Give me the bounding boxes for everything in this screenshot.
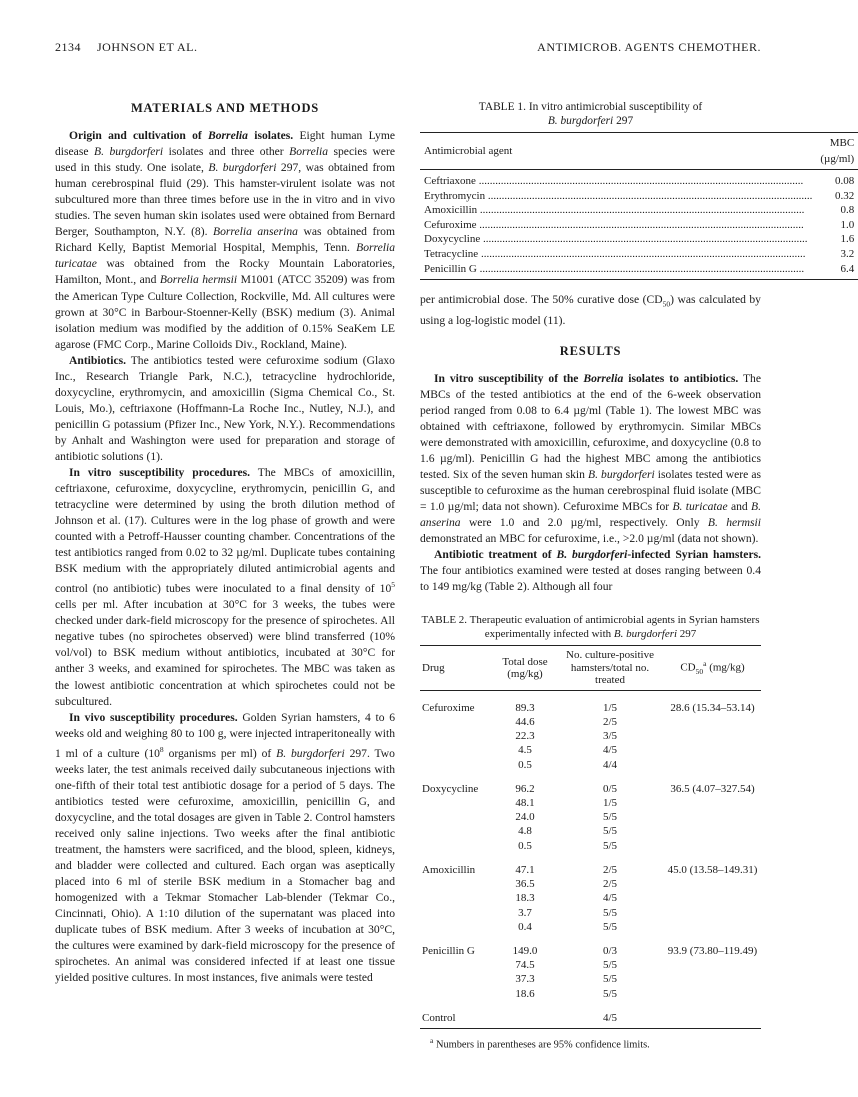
table-row: 4.5 4/5 — [518, 744, 618, 757]
table1-header-agent: Antimicrobial agent — [420, 133, 816, 170]
table-row: 3.7 5/5 — [518, 906, 618, 919]
runin-heading: In vivo susceptibility procedures. — [69, 710, 238, 724]
right-column — [420, 100, 855, 1053]
page-number: 2134 — [55, 40, 81, 54]
runin-heading: In vitro susceptibility procedures. — [69, 466, 251, 480]
paragraph-continued: per antimicrobial dose. The 50% curative dose $(CD_{50})$ was calculated by using a log-logistic model (11). — [420, 293, 761, 327]
table2-header-drug: Drug — [420, 646, 494, 691]
table-row: Erythromycin ..... 0.32 — [420, 189, 858, 204]
paragraph-in-vitro: In vitro susceptibility procedures. The MBCs of amoxicillin, ceftriaxone, cefuroxime, doxycycline, erythromycin, penicillin G, and tetracycline were determined by using the broth dilution method of Johnson et al. (17). Cultures were in the log phase of growth and were counted with a Petroff-Hausser counting chamber. Concentrations of the test antibiotics ranged from 0.02 to 32 µg/ml. Duplicate tubes containing BSK medium with the appropriately diluted antimicrobial agents and control (no antibiotic) tubes were inoculated to a final density of $10^5$ cells per ml. After incubation at 30°C for 3 weeks, the tubes were checked under dark-field microscopy for the presence of spirochetes. All negative tubes (no spirochetes observed) were blind transferred (10% vol/vol) to BSK medium without antibiotics, incubated at 30°C for anther 3 weeks, and examined for spirochetes. The MBC was taken as the lowest antibiotic concentration at which spirochetes could not be subcultured. — [55, 466, 395, 708]
table-row: Control 4/5 — [420, 1011, 761, 1029]
paragraph-treatment: Antibiotic treatment of B. burgdorferi-infected Syrian hamsters. The four antibiotics examined were tested at doses ranging between 0.4 to 149 mg/kg (Table 2). Although all four — [420, 548, 761, 594]
paragraph-in-vitro-results: In vitro susceptibility of the Borrelia isolates to antibiotics. The MBCs of the tested antibiotics at the end of the 6-week observation period ranged from 0.08 to 6.4 µg/ml (Table 1). The lowest MBC was obtained with ceftriaxone, followed by erythromycin. Similar MBCs were demonstrated with amoxicillin, cefuroxime, and doxycycline (0.8 to 1.6 µg/ml). Penicillin G had the highest MBC among the antibiotics tested. Six of the seven human skin B. burgdorferi isolates tested were as susceptible to cefuroxime as the human cerebrospinal fluid isolate (MBC = 1.0 µg/ml; data not shown). Cefuroxime MBCs for B. turicatae and B. anserina were 1.0 and 2.0 µg/ml, respectively. Only B. hermsii demonstrated an MBC for cefuroxime, i.e., >2.0 µg/ml (data not shown). — [420, 371, 761, 546]
table-row: Penicillin G ..... 6.4 — [420, 262, 858, 280]
table-row: 37.3 5/5 — [515, 973, 618, 986]
table-row: Cefuroxime ..... 1.0 — [420, 218, 858, 233]
table2-header-dose: Total dose (mg/kg) — [494, 646, 556, 691]
table2 — [420, 613, 761, 1053]
table-row: Cefuroxime 89.3 1/5 28.6 (15.34–53.14) — [422, 701, 755, 714]
section-title-methods: MATERIALS AND METHODS — [130, 101, 320, 115]
table-row: Tetracycline ..... 3.2 — [420, 247, 858, 262]
runin-heading: In vitro susceptibility of the Borrelia isolates to antibiotics. — [434, 371, 739, 385]
table1-header-mbc: MBC (µg/ml) — [816, 133, 858, 170]
paragraph-in-vivo: In vivo susceptibility procedures. Golden Syrian hamsters, 4 to 6 weeks old and weighing 80 to 100 g, were injected intraperitoneally with 1 ml of a culture ($10^8$ organisms per ml) of B. burgdorferi 297. Two weeks later, the test animals received daily subcutaneous injections with one-fifth of their total test antibiotic dosage for a period of 5 days. The antibiotics tested were cefuroxime, amoxicillin, penicillin G, and doxycycline, and the total dosages are given in Table 2. Control hamsters received only saline injections. Two weeks after the final antibiotic treatment, the hamsters were sacrificed, and the blood, spleen, kidneys, and bladder were collected and cultured. Each organ was aseptically placed into 6 ml of sterile BSK medium in a Stomacher bag and homogenized with a Tekmar Stomacher Lab-blender (Tekmar Co., Cincinnati, Ohio). A 1:10 dilution of the supernatant was placed into duplicate tubes of BSK medium. After 3 weeks of incubation at 30°C, the cultures were examined by dark-field microscopy for the presence of spirochetes. An animal was considered infected if at least one tissue yielded positive cultures. In most instances, five animals were tested — [55, 710, 395, 985]
table2-footnote: $^a$ Numbers in parentheses are 95% confidence limits. — [430, 1035, 650, 1051]
table-row: 18.3 4/5 — [515, 892, 618, 905]
table-row: Amoxicillin 47.1 2/5 45.0 (13.58–149.31) — [422, 863, 758, 876]
table-row: 24.0 5/5 — [515, 811, 618, 824]
table-row: Amoxicillin ..... 0.8 — [420, 203, 858, 218]
section-title-results: RESULTS — [559, 343, 622, 358]
runin-heading: Origin and cultivation of Borrelia isolates. — [69, 129, 294, 143]
runin-heading: Antibiotics. — [69, 353, 127, 367]
table-row: 22.3 3/5 — [515, 730, 618, 743]
table-row: Ceftriaxone ..... 0.08 — [420, 170, 858, 189]
table1 — [420, 100, 855, 280]
table-row: Doxycycline 96.2 0/5 36.5 (4.07–327.54) — [422, 782, 755, 795]
table1-caption: TABLE 1. In vitro antimicrobial susceptibility of B. burgdorferi 297 — [478, 101, 703, 127]
table-row: 18.6 5/5 — [515, 987, 618, 1000]
table-row: 4.8 5/5 — [518, 825, 618, 838]
left-column — [55, 100, 395, 986]
paragraph-origin: Origin and cultivation of Borrelia isolates. Eight human Lyme disease B. burgdorferi isolates and three other Borrelia species were used in this study. One isolate, B. burgdorferi 297, was obtained from human cerebrospinal fluid (29). This hamster-virulent isolate was not subcultured more than three times before use in the in vitro and in vivo studies. The seven human skin isolates used were obtained from Bernard Berger, Southampton, N.Y. (8). Borrelia anserina was obtained from Richard Kelly, Baptist Memorial Hospital, Memphis, Tenn. Borrelia turicatae was obtained from the Rocky Mountain Laboratories, Hamilton, Mont., and Borrelia hermsii M1001 (ATCC 35209) was from the American Type Culture Collection, Rockville, Md. All cultures were grown at 30°C in Barbour-Stoenner-Kelly (BSK) medium (3). Animal isolation medium was modified by the addition of 0.15% SeaKem LE agarose (FMC Corp., Marine Colloids Div., Rockland, Maine). — [55, 129, 396, 351]
table-row: 36.5 2/5 — [515, 878, 618, 891]
table2-header-positive: No. culture-positive hamsters/total no. treated — [556, 646, 664, 691]
table-row: 0.5 4/4 — [518, 758, 618, 771]
paragraph-antibiotics: Antibiotics. The antibiotics tested were cefuroxime sodium (Glaxo Inc., Research Triangle Park, N.C.), tetracycline hydrochloride, doxycycline, erythromycin, and amoxicillin (Sigma Chemical Co., St. Louis, Mo.), ceftriaxone (Hoffmann-La Roche Inc., Nutley, N.J.), and penicillin G potassium (Pfizer Inc., New York, N.Y.). Recommendations by Anhalt and Washington were used for preparation and storage of antibiotic solutions (1). — [55, 353, 395, 463]
table-row: 0.5 5/5 — [518, 839, 618, 852]
table-row: 44.6 2/5 — [515, 716, 618, 729]
journal-name: ANTIMICROB. AGENTS CHEMOTHER. — [537, 40, 761, 54]
table2-header-cd50: $CD_{50}^a$ (mg/kg) — [664, 646, 761, 691]
table-row: 74.5 5/5 — [515, 959, 618, 972]
table-row: 0.4 5/5 — [518, 920, 618, 933]
runin-heading: Antibiotic treatment of B. burgdorferi-infected Syrian hamsters. — [434, 548, 761, 562]
table-row: 48.1 1/5 — [515, 797, 618, 810]
table2-caption: TABLE 2. Therapeutic evaluation of antimicrobial agents in Syrian hamsters experimentally infected with B. burgdorferi 297 — [421, 614, 760, 641]
table-row: Penicillin G 149.0 0/3 93.9 (73.80–119.49) — [422, 944, 758, 957]
running-authors: JOHNSON ET AL. — [97, 40, 198, 54]
table-row: Doxycycline ..... 1.6 — [420, 232, 858, 247]
